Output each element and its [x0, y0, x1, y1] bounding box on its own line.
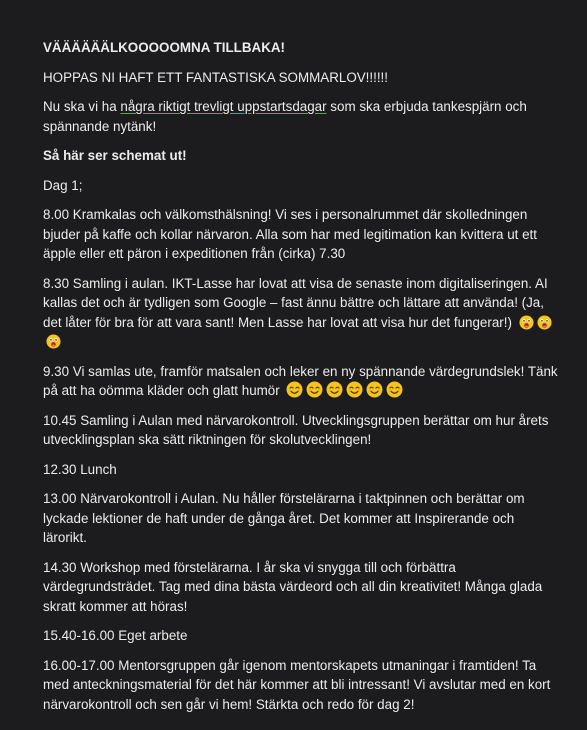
emoji-group-smiling — [283, 383, 403, 398]
astonished-face-icon — [46, 334, 61, 349]
schedule-item-text: 8.00 Kramkalas och välkomsthälsning! Vi ses i personalrummet där skolledningen bjuder på kaffe och kollar närvaron. Alla som har med legitimation kan kvittera ut ett äpple eller ett päron i expeditionen från (cirka) 7.30 — [43, 207, 537, 261]
schedule-item-text: 10.45 Samling i Aulan med närvarokontroll. Utvecklingsgruppen berättar om hur årets utvecklingsplan ska sätt riktningen för skolutvecklingen! — [43, 412, 549, 447]
astonished-face-icon — [537, 315, 552, 330]
smiling-face-icon — [286, 381, 303, 398]
schedule-item-0800 — [43, 205, 559, 264]
schedule-item-1045 — [43, 411, 559, 450]
schedule-item-1230 — [43, 460, 559, 480]
intro-paragraph — [43, 97, 559, 136]
welcome-heading: VÄÄÄÄÄÄLKOOOOOMNA TILLBAKA! — [43, 40, 285, 55]
smiling-face-icon — [326, 381, 343, 398]
schedule-item-text: 13.00 Närvarokontroll i Aulan. Nu håller förstelärarna i taktpinnen och berättar om lyckade lektioner de haft under de gånga året. Det kommer att Inspirerande och lärorikt. — [43, 491, 525, 545]
intro-text-end: som ska erbjuda tankespjärn och spännande nytänk! — [43, 99, 527, 134]
intro-text-start: Nu ska vi ha — [43, 99, 121, 114]
schedule-item-text: 9.30 Vi samlas ute, framför matsalen och leker en ny spännande värdegrundslek! Tänk på att ha oömma kläder och glatt humör — [43, 363, 558, 398]
smiling-face-icon — [306, 381, 323, 398]
schedule-heading: Så här ser schemat ut! — [43, 148, 187, 163]
smiling-face-icon — [386, 381, 403, 398]
smiling-face-icon — [346, 381, 363, 398]
greeting-text: HOPPAS NI HAFT ETT FANTASTISKA SOMMARLOV!!!!!! — [43, 69, 388, 85]
schedule-item-text: 15.40-16.00 Eget arbete — [43, 628, 188, 643]
schedule-item-0830 — [43, 274, 559, 352]
schedule-item-text: 8.30 Samling i aulan. IKT-Lasse har lovat att visa de senaste inom digitaliseringen. AI kallas det och är tydligen som Google – fast ännu bättre och lättare att använda! (Ja, det låter för bra för att vara sant! Men Lasse har lovat att visa hur det fungerar!) — [43, 275, 548, 330]
schedule-item-text: 14.30 Workshop med förstelärarna. I år ska vi snygga till och förbättra värdegrundsträdet. Tag med dina bästa värdeord och all din kreativitet! Många glada skratt kommer att höras! — [43, 559, 543, 614]
schedule-item-text: 12.30 Lunch — [43, 461, 117, 477]
smiling-face-icon — [366, 381, 383, 398]
astonished-face-icon — [519, 315, 534, 330]
schedule-item-text: 16.00-17.00 Mentorsgruppen går igenom mentorskapets utmaningar i framtiden! Ta med anteckningsmaterial för det här kommer att bli intressant! Vi avslutar med en kort närvarokontroll och sen går vi hem! Stärkta och redo för dag 2! — [43, 657, 551, 712]
uppstartsdagar-link[interactable]: några riktigt trevligt uppstartsdagar — [120, 99, 327, 114]
schedule-item-1430 — [43, 558, 559, 617]
schedule-item-1600 — [43, 656, 559, 715]
schedule-item-0930 — [43, 362, 559, 401]
schedule-item-1300 — [43, 489, 559, 548]
schedule-item-1540 — [43, 626, 559, 646]
day-label: Dag 1; — [43, 177, 83, 193]
